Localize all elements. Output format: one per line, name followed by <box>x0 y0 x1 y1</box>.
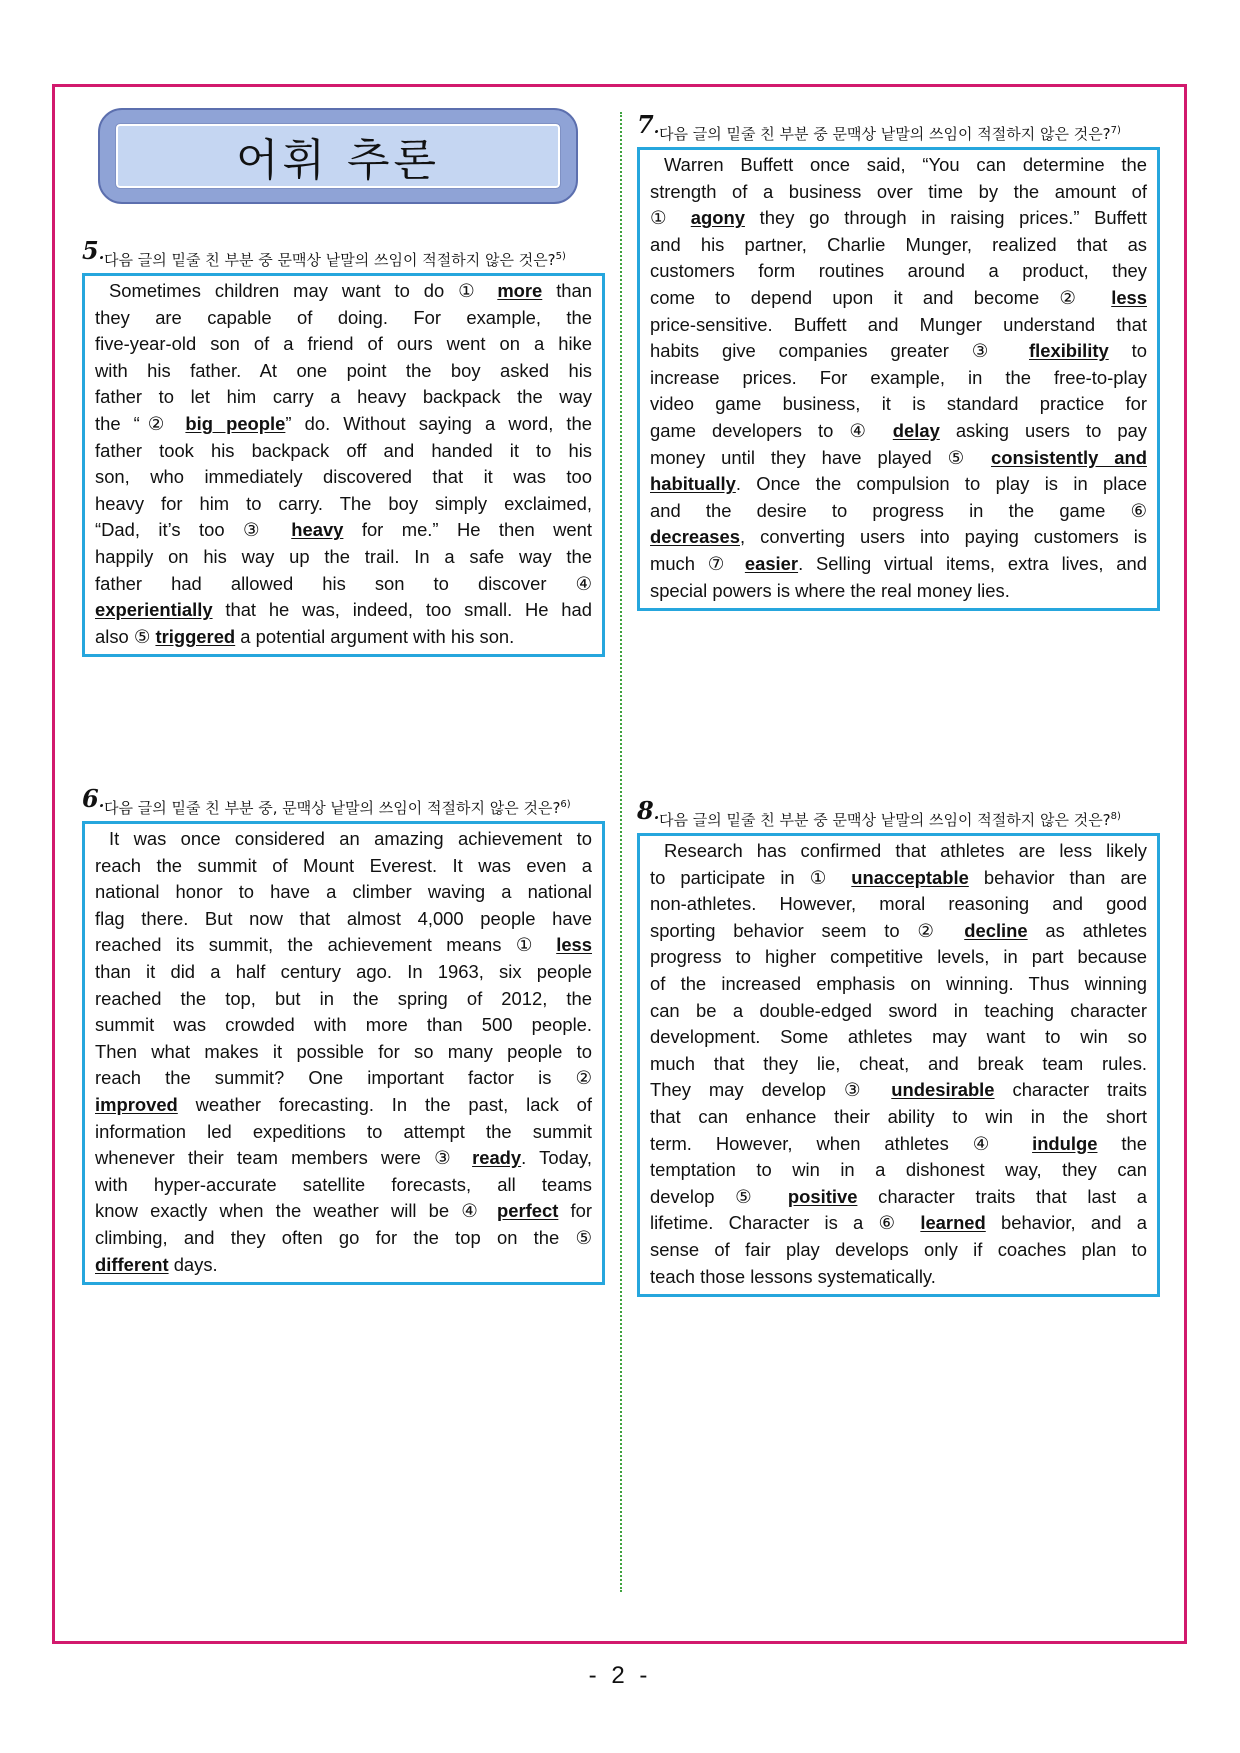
passage-line: non-athletes. However, moral reasoning and good <box>650 893 1147 915</box>
question-prompt-text: 다음 글의 밑줄 친 부분 중, 문맥상 낱말의 쓰임이 적절하지 않은 것은? <box>104 799 561 817</box>
underlined-word: ready <box>472 1147 522 1169</box>
passage-line: father to let him carry a heavy backpack the way <box>95 386 592 408</box>
page-number: - 2 - <box>588 1662 652 1689</box>
question-prompt-text: 다음 글의 밑줄 친 부분 중 문맥상 낱말의 쓰임이 적절하지 않은 것은? <box>104 251 556 269</box>
underlined-word: more <box>497 280 543 301</box>
passage-box <box>637 147 1160 611</box>
question-6 <box>82 784 605 1285</box>
underlined-word: undesirable <box>891 1079 995 1101</box>
footnote-marker: 5) <box>555 251 566 262</box>
passage-line: reach the summit? One important factor is ② <box>95 1067 592 1089</box>
passage-line: ① agony they go through in raising prices.” Buffett <box>650 207 1147 229</box>
passage-line: customers form routines around a product, they <box>650 260 1147 282</box>
passage-line: of the increased emphasis on winning. Thus winning <box>650 972 1147 994</box>
underlined-word: unacceptable <box>851 866 969 888</box>
question-7 <box>637 110 1160 611</box>
passage-line: “Dad, it’s too ③ heavy for me.” He then went <box>95 519 592 541</box>
question-number-text: 5 <box>82 236 99 265</box>
underlined-word: delay <box>892 419 940 441</box>
passage-line: price-sensitive. Buffett and Munger understand that <box>650 313 1147 335</box>
passage-line: and the desire to progress in the game ⑥ <box>650 499 1147 521</box>
underlined-word: decreases <box>650 526 740 548</box>
passage-line: reached its summit, the achievement means ① less <box>95 934 592 956</box>
passage-line: money until they have played ⑤ consistently and <box>650 446 1147 468</box>
passage-line: sense of fair play develops only if coaches plan to <box>650 1238 1147 1260</box>
passage-line: temptation to win in a dishonest way, they can <box>650 1159 1147 1181</box>
passage-line: they are capable of doing. For example, the <box>95 306 592 328</box>
question-prompt <box>82 784 605 819</box>
passage-box <box>637 833 1160 1297</box>
passage-line: also ⑤ triggered a potential argument with his son. <box>95 625 515 647</box>
passage-line: improved weather forecasting. In the past, lack of <box>95 1093 592 1115</box>
passage-line: increase prices. For example, in the free-to-play <box>650 366 1147 388</box>
passage-line: to participate in ① unacceptable behavior than are <box>650 866 1147 888</box>
passage-line: and his partner, Charlie Munger, realized that as <box>650 233 1147 255</box>
passage-line: climbing, and they often go for the top on the ⑤ <box>95 1226 592 1248</box>
passage-line: whenever their team members were ③ ready. Today, <box>95 1147 592 1169</box>
passage-line: different days. <box>95 1253 218 1275</box>
question-number: 6. <box>82 784 105 813</box>
question-number-text: 7 <box>637 110 654 139</box>
passage-line: than it did a half century ago. In 1963, six people <box>95 960 592 982</box>
passage-line: much that they lie, cheat, and break team rules. <box>650 1052 1147 1074</box>
question-8 <box>637 796 1160 1297</box>
passage-line: teach those lessons systematically. <box>650 1265 936 1287</box>
underlined-word: positive <box>787 1185 858 1207</box>
passage-line: flag there. But now that almost 4,000 people have <box>95 907 592 929</box>
passage-line: lifetime. Character is a ⑥ learned behavior, and a <box>650 1212 1147 1234</box>
passage-line: reached the top, but in the spring of 2012, the <box>95 987 592 1009</box>
passage-line: develop ⑤ positive character traits that last a <box>650 1185 1147 1207</box>
footnote-marker: 7) <box>1110 125 1121 136</box>
section-title-banner <box>98 108 578 204</box>
passage-line: information led expeditions to attempt the summit <box>95 1120 592 1142</box>
passage-line: video game business, it is standard practice for <box>650 393 1147 415</box>
passage-line: experientially that he was, indeed, too small. He had <box>95 599 592 621</box>
passage-line: much ⑦ easier. Selling virtual items, extra lives, and <box>650 552 1147 574</box>
question-number: 7. <box>637 110 660 139</box>
passage-line: habitually. Once the compulsion to play is in place <box>650 473 1147 495</box>
passage-line: They may develop ③ undesirable character traits <box>650 1079 1147 1101</box>
passage-line: that can enhance their ability to win in the short <box>650 1105 1147 1127</box>
passage-box <box>82 821 605 1285</box>
question-number-text: 8 <box>637 796 654 825</box>
passage-line: Then what makes it possible for so many people to <box>95 1040 592 1062</box>
passage-line: Sometimes children may want to do ① more than <box>109 280 592 301</box>
passage-box <box>82 273 605 657</box>
passage-line: strength of a business over time by the amount of <box>650 180 1147 202</box>
section-title: 어휘 추론 <box>235 135 440 186</box>
underlined-word: less <box>556 934 592 956</box>
question-prompt <box>637 796 1160 831</box>
passage-line: reach the summit of Mount Everest. It was even a <box>95 854 592 876</box>
footnote-marker: 8) <box>1110 811 1121 822</box>
underlined-word: heavy <box>291 519 344 541</box>
footnote-marker: 6) <box>560 799 571 810</box>
passage-line: special powers is where the real money lies. <box>650 579 1010 601</box>
underlined-word: different <box>95 1253 169 1275</box>
passage-line: father took his backpack off and handed it to his <box>95 439 592 461</box>
underlined-word: learned <box>920 1212 986 1234</box>
passage-line: father had allowed his son to discover ④ <box>95 572 592 594</box>
passage-line: with hyper-accurate satellite forecasts, all teams <box>95 1173 592 1195</box>
question-prompt-text: 다음 글의 밑줄 친 부분 중 문맥상 낱말의 쓰임이 적절하지 않은 것은? <box>659 811 1111 829</box>
passage-line: progress to higher competitive levels, in part because <box>650 946 1147 968</box>
underlined-word: big people <box>185 412 286 434</box>
passage-line: the “② big people” do. Without saying a word, the <box>95 412 592 434</box>
passage-line: game developers to ④ delay asking users to pay <box>650 419 1147 441</box>
underlined-word: indulge <box>1032 1132 1098 1154</box>
question-prompt <box>82 236 605 271</box>
underlined-word: decline <box>964 919 1028 941</box>
underlined-word: less <box>1111 286 1147 308</box>
passage-line: It was once considered an amazing achievement to <box>109 828 592 849</box>
question-prompt <box>637 110 1160 145</box>
underlined-word: improved <box>95 1093 178 1115</box>
passage-line: come to depend upon it and become ② less <box>650 286 1147 308</box>
passage-line: can be a double-edged sword in teaching character <box>650 999 1147 1021</box>
underlined-word: easier <box>744 552 799 574</box>
section-title-inner <box>116 124 560 188</box>
underlined-word: habitually <box>650 473 736 495</box>
passage-line: summit was crowded with more than 500 people. <box>95 1014 592 1036</box>
passage-line: son, who immediately discovered that it was too <box>95 466 592 488</box>
passage-line: happily on his way up the trail. In a safe way the <box>95 545 592 567</box>
underlined-word: perfect <box>497 1200 559 1222</box>
underlined-word: consistently and <box>991 446 1147 468</box>
passage-line: with his father. At one point the boy asked his <box>95 359 592 381</box>
underlined-word: triggered <box>155 625 236 647</box>
passage-line: heavy for him to carry. The boy simply exclaimed, <box>95 492 592 514</box>
passage-line: Research has confirmed that athletes are less likely <box>664 840 1147 861</box>
passage-line: decreases, converting users into paying customers is <box>650 526 1147 548</box>
passage-line: term. However, when athletes ④ indulge the <box>650 1132 1147 1154</box>
underlined-word: experientially <box>95 599 213 621</box>
question-number: 5. <box>82 236 105 265</box>
question-5 <box>82 236 605 657</box>
passage-line: development. Some athletes may want to win so <box>650 1026 1147 1048</box>
passage-line: national honor to have a climber waving a national <box>95 881 592 903</box>
column-divider <box>620 112 622 1592</box>
passage-line: five-year-old son of a friend of ours went on a hike <box>95 333 592 355</box>
question-number-text: 6 <box>82 784 99 813</box>
question-prompt-text: 다음 글의 밑줄 친 부분 중 문맥상 낱말의 쓰임이 적절하지 않은 것은? <box>659 125 1111 143</box>
passage-line: sporting behavior seem to ② decline as athletes <box>650 919 1147 941</box>
underlined-word: agony <box>690 207 745 229</box>
question-number: 8. <box>637 796 660 825</box>
passage-line: know exactly when the weather will be ④ perfect for <box>95 1200 592 1222</box>
passage-line: habits give companies greater ③ flexibility to <box>650 340 1147 362</box>
passage-line: Warren Buffett once said, “You can determine the <box>664 154 1147 175</box>
underlined-word: flexibility <box>1029 340 1109 362</box>
